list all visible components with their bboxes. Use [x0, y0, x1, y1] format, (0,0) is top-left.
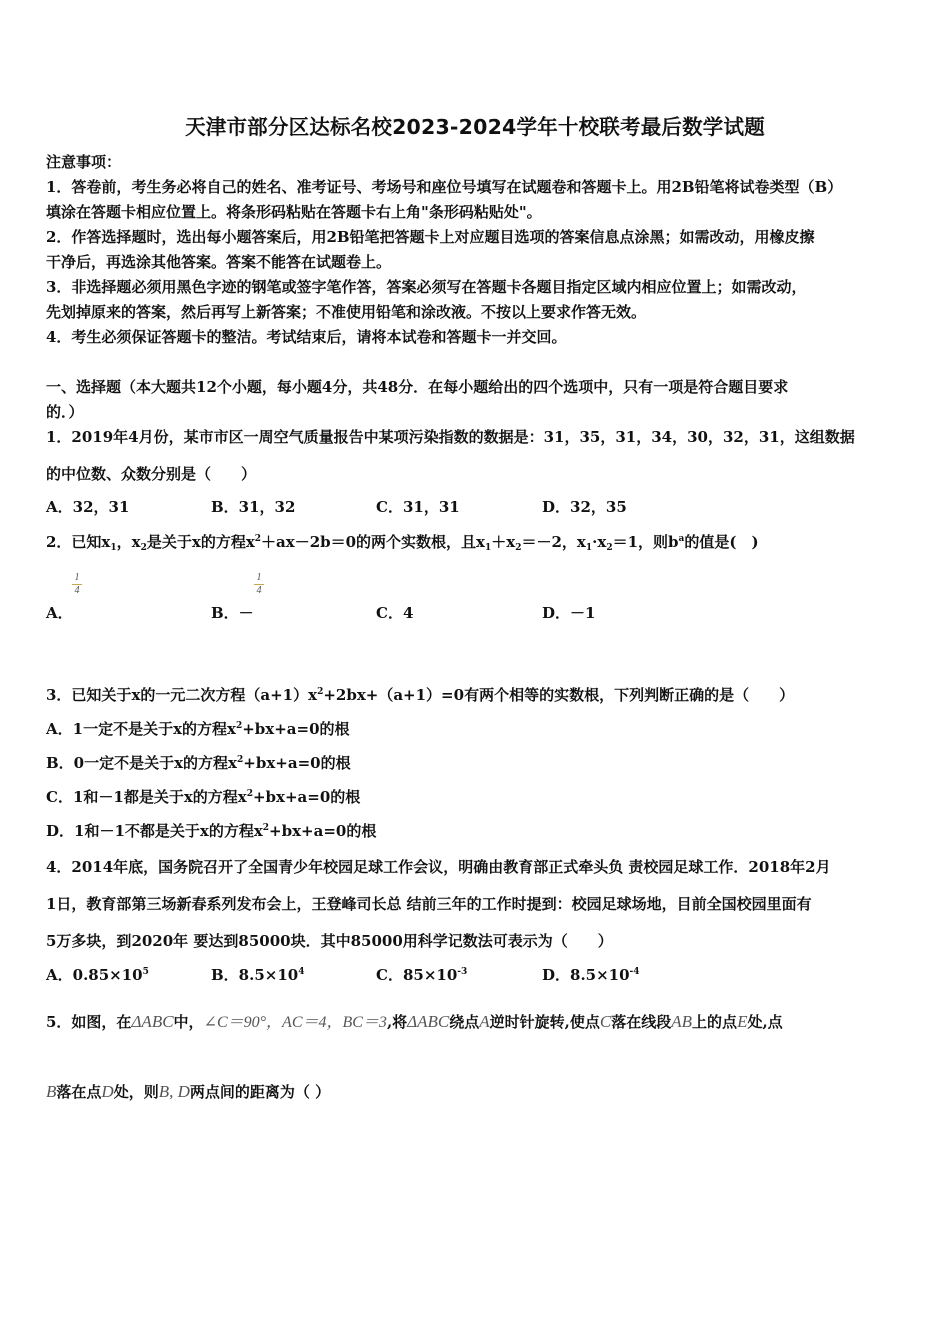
notes-heading: 注意事项：: [46, 153, 122, 171]
fraction-denominator: 4: [74, 585, 80, 596]
q4-option-b: B．$8.5\times 10^4$: [211, 966, 305, 984]
q2-option-d: D．－1: [542, 604, 596, 622]
q3-stem: 3．已知关于x的一元二次方程$(a+1)x^2+2bx+(a+1)=0$有两个相等的实数根，下列判断正确的是（ ）: [46, 686, 795, 704]
page-title: 天津市部分区达标名校2023-2024学年十校联考最后数学试题: [185, 115, 765, 139]
notes-line: 1．答卷前，考生务必将自己的姓名、准考证号、考场号和座位号填写在试题卷和答题卡上。用2B铅笔将试卷类型（B）: [46, 178, 843, 196]
q3-option-b: B．0一定不是关于x的方程$x^2+bx+a=0$的根: [46, 754, 351, 772]
fraction-denominator: 4: [256, 585, 262, 596]
q2-stem: 2．已知$x_1$，$x_2$是关于x的方程$x^2+ax-2b=0$的两个实数根，且$x_1+x_2=-2$，$x_1\cdot x_2=1$，则$b^a$的值是( ): [46, 533, 759, 553]
q3-option-d: D．1和－1不都是关于x的方程$x^2+bx+a=0$的根: [46, 822, 377, 840]
fraction-numerator: 1: [256, 572, 262, 583]
notes-line: 2．作答选择题时，选出每小题答案后，用2B铅笔把答题卡上对应题目选项的答案信息点涂黑；如需改动，用橡皮擦: [46, 228, 815, 246]
fraction-numerator: 1: [74, 572, 80, 583]
q4-stem-cont: 5万多块，到2020年 要达到85000块．其中85000用科学记数法可表示为（ ）: [46, 932, 613, 950]
q1-option-a: A．32，31: [46, 498, 130, 516]
q5-stem-cont: B落在点D处，则B, D两点间的距离为（ ）: [46, 1082, 331, 1101]
notes-line: 干净后，再选涂其他答案。答案不能答在试题卷上。: [46, 253, 392, 271]
q2-option-c: C．4: [376, 604, 414, 622]
section-heading: 一、选择题（本大题共12个小题，每小题4分，共48分．在每小题给出的四个选项中，只有一项是符合题目要求: [46, 378, 789, 396]
q2-option-a: A．: [46, 604, 73, 622]
notes-line: 填涂在答题卡相应位置上。将条形码粘贴在答题卡右上角"条形码粘贴处"。: [46, 203, 542, 221]
q1-option-c: C．31，31: [376, 498, 460, 516]
q4-option-d: D．$8.5\times 10^{-4}$: [542, 966, 640, 984]
notes-line: 3．非选择题必须用黑色字迹的钢笔或签字笔作答，答案必须写在答题卡各题目指定区域内相应位置上；如需改动，: [46, 278, 807, 296]
q4-option-a: A．$0.85\times 10^5$: [46, 966, 149, 984]
q4-stem-cont: 1日，教育部第三场新春系列发布会上，王登峰司长总 结前三年的工作时提到：校园足球场地，目前全国校园里面有: [46, 895, 812, 913]
q1-option-d: D．32，35: [542, 498, 627, 516]
q3-option-c: C．1和－1都是关于x的方程$x^2+bx+a=0$的根: [46, 788, 361, 806]
q2-option-b-fraction: [254, 573, 264, 596]
q4-stem: 4．2014年底，国务院召开了全国青少年校园足球工作会议，明确由教育部正式牵头负 责校园足球工作．2018年2月: [46, 858, 831, 876]
notes-line: 先划掉原来的答案，然后再写上新答案；不准使用铅笔和涂改液。不按以上要求作答无效。: [46, 303, 647, 321]
q1-stem-cont: 的中位数、众数分别是（ ）: [46, 465, 257, 483]
q4-option-c: C．$85\times 10^{-3}$: [376, 966, 468, 984]
q5-stem: 5．如图，在ΔABC中，∠C＝90°，AC＝4，BC＝3,将ΔABC绕点A逆时针旋转,使点C落在线段AB上的点E处,点: [46, 1012, 783, 1031]
q1-option-b: B．31，32: [211, 498, 296, 516]
q2-option-a-fraction: [72, 573, 82, 596]
q2-option-b: B．－: [211, 604, 254, 622]
q3-option-a: A．1一定不是关于x的方程$x^2+bx+a=0$的根: [46, 720, 350, 738]
section-heading-cont: 的．）: [46, 403, 84, 421]
q1-stem: 1．2019年4月份，某市市区一周空气质量报告中某项污染指数的数据是：31，35，31，34，30，32，31，这组数据: [46, 428, 855, 446]
notes-line: 4．考生必须保证答题卡的整洁。考试结束后，请将本试卷和答题卡一并交回。: [46, 328, 567, 346]
